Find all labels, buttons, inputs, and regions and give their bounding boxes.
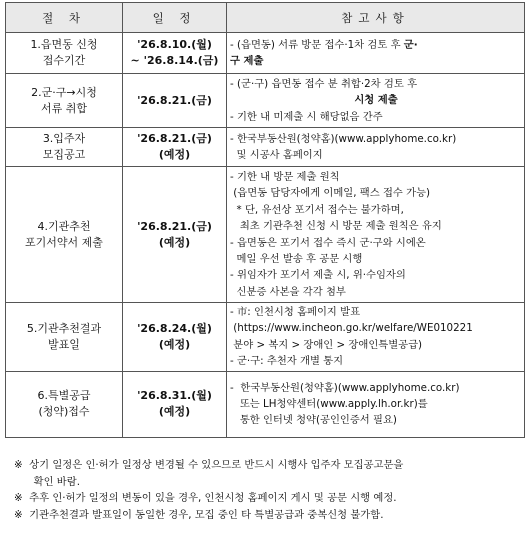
note-line — [230, 251, 522, 267]
note-line — [230, 267, 522, 283]
date-text: '26.8.10.(월) — [137, 38, 212, 51]
footnotes — [14, 457, 522, 523]
date-cell — [123, 167, 227, 303]
table-row — [6, 371, 525, 437]
date-text: '26.8.24.(월) — [137, 321, 212, 335]
note-text: (읍면동 담당자에게 이메일, 팩스 접수 가능) — [230, 187, 431, 200]
footnote-line: ※ 상기 일정은 인·허가 일정상 변경될 수 있으므로 반드시 시행사 입주자 모집공고문을 — [14, 459, 404, 471]
date-cell — [123, 33, 227, 74]
note-text: - 위임자가 포기서 제출 시, 위·수임자의 — [230, 269, 406, 282]
note-line — [230, 380, 522, 396]
date-cell — [123, 74, 227, 128]
step-text: 발표일 — [48, 337, 80, 351]
note-line — [230, 169, 522, 185]
note-emphasis: 시청 제출 — [354, 94, 398, 107]
table-row — [6, 74, 525, 128]
note-line — [230, 92, 522, 108]
note-line — [230, 53, 522, 69]
note-text: 통한 인터넷 청약(공인인증서 필요) — [230, 414, 397, 427]
step-text: 3.입주자 — [42, 132, 86, 145]
table-row — [6, 167, 525, 303]
note-line — [230, 147, 522, 163]
step-cell — [6, 128, 123, 167]
footnote-line: ※ 기관추천결과 발표일이 동일한 경우, 모집 중인 타 특별공급과 중복신청 불가함. — [14, 508, 384, 521]
note-text: * 단, 유선상 포기서 접수는 불가하며, — [230, 203, 404, 216]
notes-cell — [227, 74, 525, 128]
notes-cell — [227, 303, 525, 372]
date-text: (예정) — [158, 235, 191, 249]
note-line — [230, 202, 522, 218]
note-text: 분야 > 복지 > 장애인 > 장애인특별공급) — [230, 338, 423, 351]
note-text: 최초 기관추천 신청 시 방문 제출 원칙은 유지 — [230, 220, 442, 233]
note-text: - 한국부동산원(청약홈)(www.applyhome.co.kr) — [230, 132, 457, 145]
note-text: 및 시공사 홈페이지 — [230, 149, 323, 161]
date-text: '26.8.31.(월) — [137, 389, 212, 403]
date-text: '26.8.21.(금) — [137, 132, 212, 145]
date-text: (예정) — [158, 148, 191, 161]
step-text: 6.특별공급 — [37, 389, 91, 403]
note-text: - 市: 인천시청 홈페이지 발표 — [230, 306, 361, 318]
header-step: 절 차 — [6, 3, 123, 33]
date-cell — [123, 303, 227, 372]
table-row — [6, 303, 525, 372]
step-text: 4.기관추천 — [37, 219, 91, 233]
note-emphasis: 군· — [403, 38, 418, 51]
note-text: - 기한 내 방문 제출 원칙 — [230, 170, 340, 183]
note-text: - 한국부동산원(청약홈)(www.applyhome.co.kr) — [230, 381, 460, 394]
step-text: 접수기간 — [42, 54, 86, 67]
note-text: 또는 LH청약센터(www.apply.lh.or.kr)를 — [230, 397, 428, 410]
header-date: 일 정 — [123, 3, 227, 33]
notes-cell — [227, 128, 525, 167]
notes-cell — [227, 371, 525, 437]
step-cell — [6, 33, 123, 74]
step-text: (청약)접수 — [38, 405, 90, 419]
note-text: - 기한 내 미제출 시 해당없음 간주 — [230, 110, 383, 123]
date-text: ~ '26.8.14.(금) — [130, 54, 219, 67]
date-cell — [123, 371, 227, 437]
note-line — [230, 337, 522, 353]
note-text: - (군·구) 읍면동 접수 분 취합·2차 검토 후 — [230, 77, 418, 90]
step-cell — [6, 303, 123, 372]
note-line — [230, 109, 522, 125]
note-line — [230, 353, 522, 369]
step-text: 포기서약서 제출 — [25, 235, 103, 249]
step-cell — [6, 371, 123, 437]
note-line — [230, 396, 522, 412]
note-line — [230, 320, 522, 336]
note-text: - 읍면동은 포기서 접수 즉시 군·구와 시에온 — [230, 236, 426, 249]
footnote-line: ※ 추후 인·허가 일정의 변동이 있을 경우, 인천시청 홈페이지 게시 및 공문 시행 예정. — [14, 492, 397, 504]
step-text: 1.읍면동 신청 — [30, 38, 98, 51]
note-line — [230, 304, 522, 320]
note-text: 메일 우선 발송 후 공문 시행 — [230, 252, 363, 265]
step-text: 5.기관추천결과 — [26, 321, 102, 335]
step-cell — [6, 74, 123, 128]
notes-cell — [227, 167, 525, 303]
footnote-line: 확인 바람. — [14, 475, 80, 488]
note-emphasis: 구 제출 — [230, 55, 264, 67]
note-text: - 군·구: 추천자 개별 통지 — [230, 355, 344, 368]
note-line — [230, 412, 522, 428]
notes-cell — [227, 33, 525, 74]
step-text: 2.군·구→시청 — [31, 85, 97, 99]
note-text: 신분증 사본을 각각 첨부 — [230, 285, 346, 298]
note-line — [230, 185, 522, 201]
note-line — [230, 37, 522, 53]
note-line — [230, 284, 522, 300]
note-line — [230, 218, 522, 234]
table-row — [6, 128, 525, 167]
step-text: 모집공고 — [42, 148, 86, 161]
note-text: - (읍면동) 서류 방문 접수·1차 검토 후 — [230, 38, 404, 51]
header-notes: 참고사항 — [227, 3, 525, 33]
date-text: '26.8.21.(금) — [137, 93, 212, 107]
note-text: (https://www.incheon.go.kr/welfare/WE010221 — [230, 322, 473, 335]
note-line — [230, 76, 522, 92]
date-text: (예정) — [158, 337, 191, 351]
table-header-row — [6, 3, 525, 33]
date-text: '26.8.21.(금) — [137, 219, 212, 233]
note-line — [230, 235, 522, 251]
step-cell — [6, 167, 123, 303]
date-text: (예정) — [158, 405, 191, 419]
schedule-table — [5, 2, 525, 438]
table-row — [6, 33, 525, 74]
note-line — [230, 131, 522, 147]
step-text: 서류 취합 — [40, 101, 87, 115]
date-cell — [123, 128, 227, 167]
